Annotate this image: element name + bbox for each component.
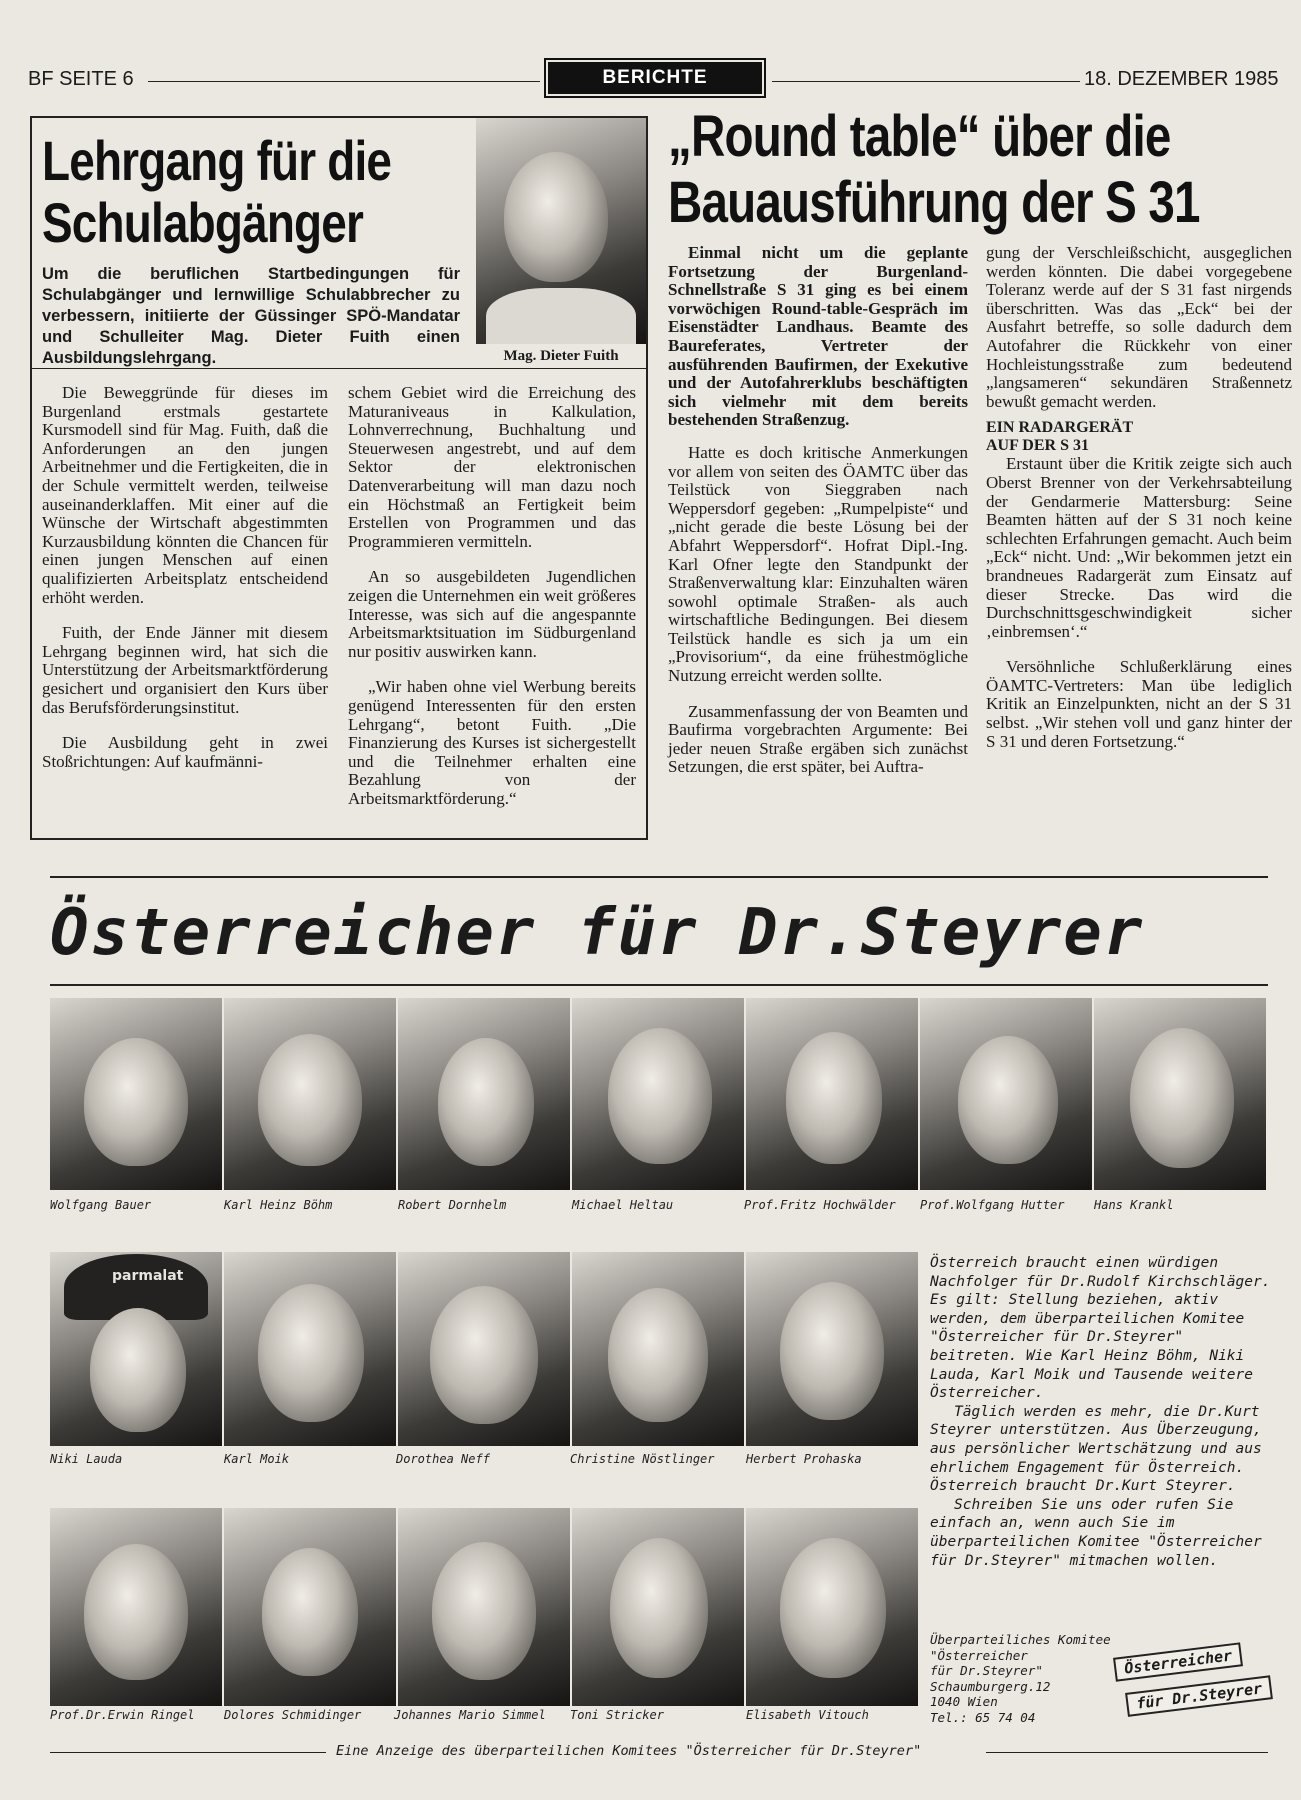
- supporter-caption: Dolores Schmidinger: [224, 1708, 362, 1722]
- supporter-photo: [572, 1508, 744, 1706]
- ad-rule-bottom: [50, 984, 1268, 986]
- supporter-caption: Prof.Wolfgang Hutter: [920, 1198, 1065, 1212]
- supporter-caption: Dorothea Neff: [396, 1452, 490, 1466]
- article2-column1: Einmal nicht um die geplante Fortsetzung der Burgenland-Schnellstraße S 31 ging es bei einem vorwöchigen Round-table-Gespräch im Eisenstädter Landhaus. Beamte des Baureferates, Vertreter der ausführenden Baufirmen, der Exekutive und der Autofahrerklubs beschäftigten sich vielmehr mit dem bereits bestehenden Straßenzug. Hatte es doch kritische Anmerkungen vor allem von seiten des ÖAMTC über das Teilstück von Sieggraben nach Weppersdorf gegeben: „Rumpelpiste“ und „nicht gerade die beste Lösung bei der Abfahrt Weppersdorf“. Hofrat Dipl.-Ing. Karl Ofner legte den Standpunkt der Straßenverwaltung klar: Einzuhalten wären sowohl optimale Straßen- als auch wirtschaftliche Bedingungen. Bei diesem Teilstück handle es sich ja um ein „Provisorium“, da eine frühestmögliche Nutzung erreicht werden sollte. Zusammenfassung der von Beamten und Baufirma vorgebrachten Argumente: Bei jeder neuen Straße ergäben sich zunächst Setzungen, die erst später, bei Auftra-: [668, 243, 968, 777]
- supporter-caption: Karl Heinz Böhm: [224, 1198, 333, 1212]
- supporter-photo: [398, 1508, 570, 1706]
- supporter-photo: [1094, 998, 1266, 1190]
- cap-logo: parmalat: [112, 1268, 184, 1284]
- supporter-photo: [746, 1508, 918, 1706]
- supporter-photo: [224, 1252, 396, 1446]
- page-number: BF SEITE 6: [28, 68, 134, 90]
- supporter-photo: [572, 1252, 744, 1446]
- article1-column1: Die Beweggründe für dieses im Burgenland erstmals gestartete Kursmodell sind für Mag. Fuith, daß die Anforderungen an den jungen Arbeitnehmer und die Fertigkeiten, die in der Schule vermittelt werden, teilweise auseinanderklaffen. Mit einer auf die Wünsche der Wirtschaft abgestimmten Kurzausbildung könnten die Chancen für einen jungen Menschen auf einen qualifizierten Arbeitsplatz entscheidend erhöht werden. Fuith, der Ende Jänner mit diesem Lehrgang beginnen wird, hat sich die Unterstützung der Arbeitsmarktförderung gesichert und organisiert den Kurs über das Berufsförderungsinstitut. Die Ausbildung geht in zwei Stoßrichtungen: Auf kaufmänni-: [42, 383, 328, 771]
- article2-column2: gung der Verschleißschicht, ausgeglichen werden könnten. Die dabei vorgegebene Toleranz werde auf der S 31 fast nirgends überschritten. Was das „Eck“ bei der Ausfahrt betreffe, so solle dadurch dem Autofahrer die Rückkehr von einer Hochleistungsstraße zum bedeutend „langsameren“ sekundären Straßennetz bewußt gemacht werden. EIN RADARGERÄT AUF DER S 31 Erstaunt über die Kritik zeigte sich auch Oberst Brenner von der Verkehrsabteilung der Gendarmerie Mattersburg: Seine Beamten hätten auf der S 31 noch keine schlechten Erfahrungen gemacht. Auch beim „Eck“ nicht. Und: „Wir bekommen jetzt ein brandneues Radargerät zum Einsatz auf dieser Strecke. Das wird die Durchschnittsgeschwindigkeit sicher ‚einbremsen‘.“ Versöhnliche Schlußerklärung eines ÖAMTC-Vertreters: Man übe lediglich Kritik an Einzelpunkten, nicht an der S 31 selbst. „Wir stehen voll und ganz hinter der S 31 und deren Fortsetzung.“: [986, 243, 1292, 751]
- supporter-caption: Karl Moik: [224, 1452, 290, 1466]
- portrait-photo-fuith: [476, 118, 646, 344]
- supporter-photo: [746, 998, 918, 1190]
- article1-column2: schem Gebiet wird die Erreichung des Maturaniveaus in Kalkulation, Lohnverrechnung, Buchhaltung und Steuerwesen angestrebt, und auf dem Sektor der elektronischen Datenverarbeitung will man dazu noch ein Höchstmaß an Fertigkeit beim Erstellen von Programmen und das Programmieren vermitteln. An so ausgebildeten Jugendlichen zeigen die Unternehmen ein weit größeres Interesse, was sich auf die angespannte Arbeitsmarktsituation im Südburgenland nur positiv auswirken kann. „Wir haben ohne viel Werbung bereits genügend Interessenten für den ersten Lehrgang“, betont Fuith. „Die Finanzierung des Kurses ist sichergestellt und die Teilnehmer erhalten eine Bezahlung von der Arbeitsmarktförderung.“: [348, 383, 636, 808]
- issue-date: 18. DEZEMBER 1985: [1084, 68, 1279, 90]
- article2-subhead: EIN RADARGERÄT AUF DER S 31: [986, 419, 1134, 455]
- supporter-photo: [398, 1252, 570, 1446]
- supporter-caption: Robert Dornhelm: [398, 1198, 507, 1212]
- article1-lead: Um die beruflichen Startbedingungen für Schulabgänger und lernwillige Schulabbrecher zu verbessern, initiierte der Güssinger SPÖ-Mandatar und Schulleiter Mag. Dieter Fuith einen Ausbildungslehrgang.: [42, 265, 460, 367]
- ad-title: Österreicher für Dr.Steyrer: [50, 896, 1145, 970]
- footer-rule-left: [50, 1752, 326, 1753]
- supporter-caption: Elisabeth Vitouch: [746, 1708, 869, 1722]
- supporter-caption: Prof.Dr.Erwin Ringel: [50, 1708, 195, 1722]
- supporter-photo: [224, 1508, 396, 1706]
- ad-rule-top: [50, 876, 1268, 878]
- ad-footer: Eine Anzeige des überparteilichen Komitees "Österreicher für Dr.Steyrer": [336, 1743, 922, 1759]
- committee-stamp-bottom: für Dr.Steyrer: [1125, 1675, 1273, 1717]
- supporter-caption: Wolfgang Bauer: [50, 1198, 152, 1212]
- supporter-photo: [224, 998, 396, 1190]
- supporter-photo: [746, 1252, 918, 1446]
- supporter-photo: [398, 998, 570, 1190]
- supporter-photo: [50, 1508, 222, 1706]
- supporter-caption: Herbert Prohaska: [746, 1452, 862, 1466]
- committee-address: Überparteiliches Komitee "Österreicher für Dr.Steyrer" Schaumburgerg.12 1040 Wien Tel.: 65 74 04: [930, 1632, 1111, 1725]
- supporter-photo: [920, 998, 1092, 1190]
- article2-headline: „Round table“ über die Bauausführung der S 31: [668, 104, 1200, 235]
- article1-headline: Lehrgang für die Schulabgänger: [42, 129, 392, 254]
- photo-caption-fuith: Mag. Dieter Fuith: [503, 348, 619, 364]
- supporter-photo: [572, 998, 744, 1190]
- supporter-caption: Prof.Fritz Hochwälder: [744, 1198, 896, 1212]
- supporter-photo: [50, 1252, 222, 1446]
- ad-body-text: Österreich braucht einen würdigen Nachfolger für Dr.Rudolf Kirchschläger. Es gilt: Stellung beziehen, aktiv werden, dem überparteilichen Komitee "Österreicher für Dr.Steyrer" beitreten. Wie Karl Heinz Böhm, Niki Lauda, Karl Moik und Tausende weitere Österreicher. Täglich werden es mehr, die Dr.Kurt Steyrer unterstützen. Aus Überzeugung, aus persönlicher Wertschätzung und aus ehrlichem Engagement für Österreich. Österreich braucht Dr.Kurt Steyrer. Schreiben Sie uns oder rufen Sie einfach an, wenn auch Sie im überparteilichen Komitee "Österreicher für Dr.Steyrer" mitmachen wollen.: [930, 1255, 1271, 1569]
- header-rule-left: [148, 81, 540, 82]
- supporter-photo: [50, 998, 222, 1190]
- supporter-caption: Michael Heltau: [572, 1198, 674, 1212]
- committee-stamp-top: Österreicher: [1113, 1642, 1243, 1681]
- article1-divider: [32, 368, 646, 369]
- section-label: BERICHTE: [548, 62, 762, 94]
- supporter-caption: Toni Stricker: [570, 1708, 664, 1722]
- supporter-caption: Niki Lauda: [50, 1452, 123, 1466]
- footer-rule-right: [986, 1752, 1268, 1753]
- header-rule-right: [772, 81, 1080, 82]
- supporter-caption: Johannes Mario Simmel: [394, 1708, 546, 1722]
- supporter-caption: Hans Krankl: [1094, 1198, 1174, 1212]
- supporter-caption: Christine Nöstlinger: [570, 1452, 715, 1466]
